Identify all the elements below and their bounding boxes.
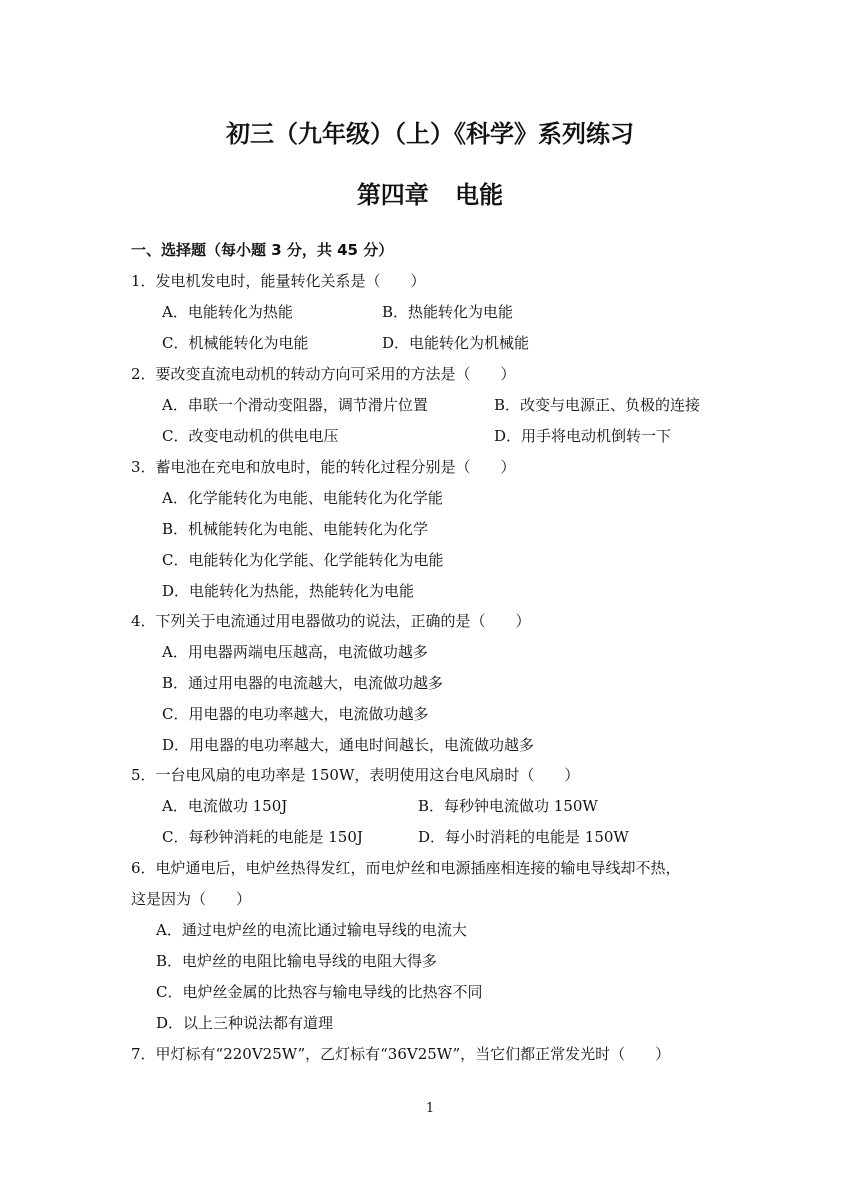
question-3-option-b: B．机械能转化为电能、电能转化为化学 [162,520,429,538]
question-7-stem: 7．甲灯标有“220V25W”，乙灯标有“36V25W”，当它们都正常发光时（ ） [131,1045,671,1063]
question-6-option-a: A．通过电炉丝的电流比通过输电导线的电流大 [156,921,467,939]
question-6-option-b: B．电炉丝的电阻比输电导线的电阻大得多 [156,952,438,970]
question-1-option-b: B．热能转化为电能 [382,303,514,321]
question-3-stem: 3．蓄电池在充电和放电时，能的转化过程分别是（ ） [131,458,516,476]
section-heading: 一、选择题（每小题 3 分，共 45 分） [131,241,394,259]
question-2-option-a: A．串联一个滑动变阻器，调节滑片位置 [162,396,428,414]
question-1-option-a: A．电能转化为热能 [162,303,293,321]
question-3-option-a: A．化学能转化为电能、电能转化为化学能 [162,489,443,507]
question-6-stem-continued: 这是因为（ ） [131,890,252,908]
question-6-stem: 6．电炉通电后，电炉丝热得发红，而电炉丝和电源插座相连接的输电导线却不热， [131,859,681,877]
question-4-option-d: D．用电器的电功率越大，通电时间越长，电流做功越多 [162,736,535,754]
question-5-option-b: B．每秒钟电流做功 150W [418,797,598,815]
question-4-stem: 4．下列关于电流通过用电器做功的说法，正确的是（ ） [131,612,531,630]
question-6-option-d: D．以上三种说法都有道理 [156,1014,334,1032]
question-4-option-b: B．通过用电器的电流越大，电流做功越多 [162,674,444,692]
question-2-option-b: B．改变与电源正、负极的连接 [494,396,701,414]
question-1-option-d: D．电能转化为机械能 [382,334,530,352]
question-6-option-c: C．电炉丝金属的比热容与输电导线的比热容不同 [156,983,483,1001]
question-2-option-d: D．用手将电动机倒转一下 [494,427,672,445]
question-2-stem: 2．要改变直流电动机的转动方向可采用的方法是（ ） [131,365,516,383]
question-2-option-c: C．改变电动机的供电电压 [162,427,339,445]
page-title: 初三（九年级）（上）《科学》系列练习 [226,120,634,148]
page-number: 1 [425,1101,435,1116]
question-3-option-d: D．电能转化为热能，热能转化为电能 [162,582,415,600]
question-3-option-c: C．电能转化为化学能、化学能转化为电能 [162,551,444,569]
chapter-title: 第四章 电能 [356,181,504,209]
question-1-stem: 1．发电机发电时，能量转化关系是（ ） [131,272,426,290]
question-4-option-c: C．用电器的电功率越大，电流做功越多 [162,705,429,723]
question-5-option-d: D．每小时消耗的电能是 150W [418,828,629,846]
question-5-option-c: C．每秒钟消耗的电能是 150J [162,828,363,846]
question-4-option-a: A．用电器两端电压越高，电流做功越多 [162,643,428,661]
question-5-stem: 5．一台电风扇的电功率是 150W，表明使用这台电风扇时（ ） [131,766,580,784]
question-1-option-c: C．机械能转化为电能 [162,334,309,352]
question-5-option-a: A．电流做功 150J [162,797,288,815]
